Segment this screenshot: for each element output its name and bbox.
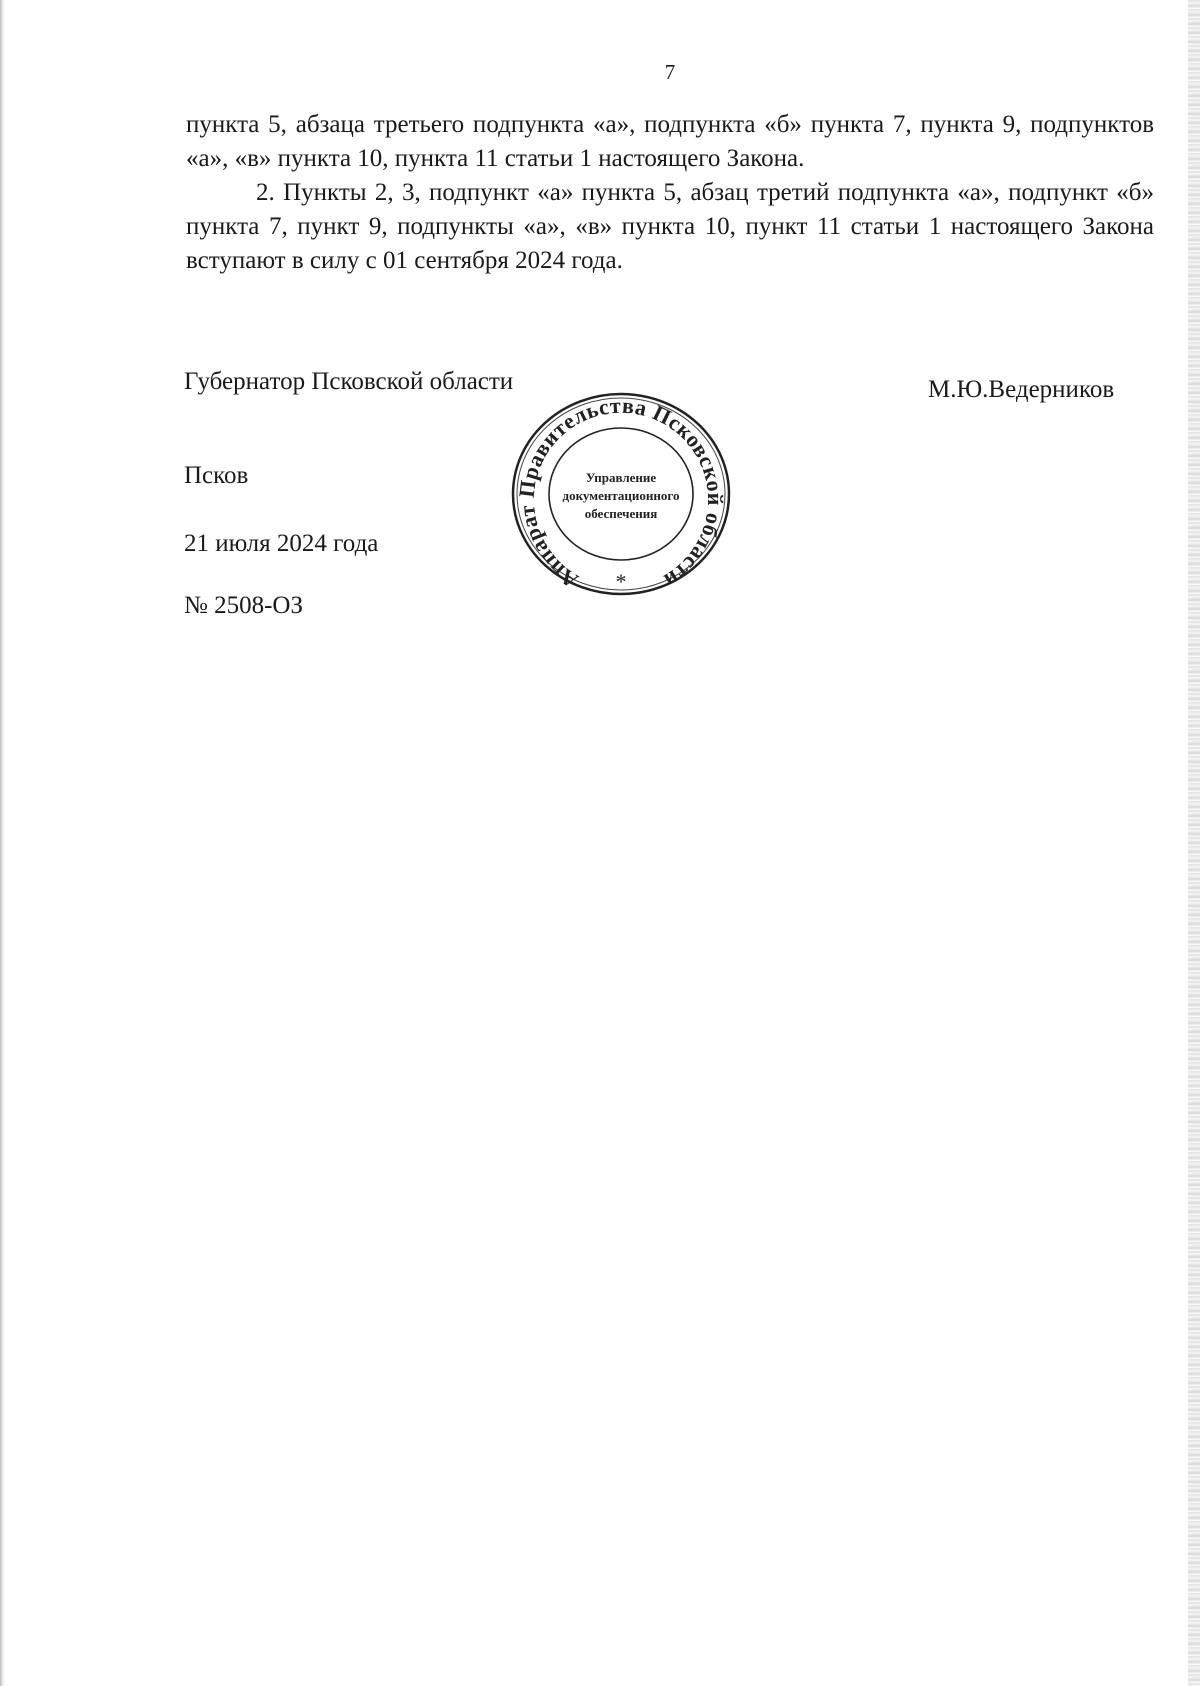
seal-inner-line-1: Управление [585,470,657,485]
governor-name: М.Ю.Ведерников [928,376,1115,403]
seal-inner-line-3: обеспечения [584,506,658,521]
seal-outer-text: Аппарат Правительства Псковской области [513,392,729,594]
seal-star-icon: * [615,569,627,594]
place-of-signing: Псков [184,462,249,489]
law-body-text [186,108,1154,278]
official-seal [504,388,738,600]
paragraph-2: 2. Пункты 2, 3, подпункт «а» пункта 5, абзац третий подпункта «а», подпункт «б» пункта 7, пункт 9, подпункты «а», «в» пункта 10, пункт 11 статьи 1 настоящего Закона вступают в силу с 01 сентября 2024 года. [186,179,1154,274]
signing-date: 21 июля 2024 года [184,530,379,557]
page-number: 7 [664,60,676,84]
law-number: № 2508-ОЗ [184,592,304,619]
scan-edge-left [0,0,5,1686]
paragraph-continuation: пункта 5, абзаца третьего подпункта «а», подпункта «б» пункта 7, пункта 9, подпунктов «а», «в» пункта 10, пункта 11 статьи 1 настоящего Закона. [186,111,1154,172]
scan-edge-right [1188,0,1200,1686]
seal-inner-line-2: документационного [562,488,680,503]
governor-title: Губернатор Псковской области [184,368,514,395]
